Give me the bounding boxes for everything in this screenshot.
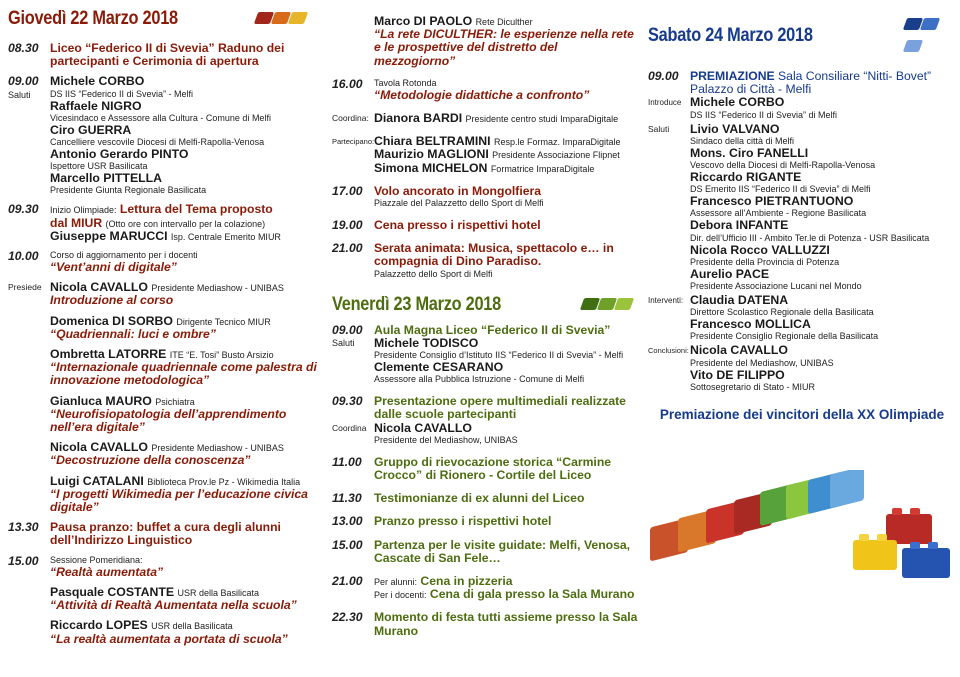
- person-role: Presidente centro studi ImparaDigitale: [465, 114, 619, 125]
- column-saturday: [648, 0, 956, 422]
- person-role: USR della Basilicata: [151, 621, 233, 632]
- person-role: Assessore all’Ambiente - Regione Basilicata: [690, 208, 867, 219]
- schedule-entry: [332, 395, 642, 421]
- person-name: Michele CORBO: [690, 95, 785, 110]
- entry-title: “Vent’anni di digitale”: [50, 260, 177, 275]
- entry-text: Aula Magna Liceo “Federico II di Svevia”: [374, 322, 611, 337]
- talk-title: “Neurofisiopatologia dell’apprendimento nell’era digitale”: [50, 406, 287, 435]
- row-body: [688, 344, 956, 392]
- entry-text: Presentazione opere multimediali realizzate dalle scuole partecipanti: [374, 394, 626, 422]
- person-role: Presidente Consiglio Regionale della Basilicata: [690, 331, 879, 342]
- row-label: Presiede: [8, 282, 42, 293]
- participants-row: [332, 135, 642, 175]
- schedule-entry: [332, 515, 642, 528]
- person-role: Presidente Mediashow - UNIBAS: [151, 443, 284, 454]
- greetings-list: [50, 75, 323, 196]
- row-body: [688, 294, 956, 342]
- row-label: Interventi:: [648, 296, 684, 306]
- talk-title: “La realtà aumentata a portata di scuola”: [50, 631, 288, 646]
- entry-text: Cena in pizzeria: [420, 574, 513, 589]
- entry-text: Pranzo presso i rispettivi hotel: [374, 514, 552, 529]
- person-name: Francesco MOLLICA: [690, 317, 811, 332]
- schedule-entry: [332, 219, 642, 232]
- person-role: Direttore Scolastico Regionale della Basilicata: [690, 307, 874, 318]
- talk-title: Introduzione al corso: [50, 293, 174, 308]
- talk-title: “I progetti Wikimedia per l’educazione civica digitale”: [50, 486, 308, 515]
- row-body: [374, 422, 642, 446]
- person-name: Simona MICHELON: [374, 160, 488, 175]
- person-role: Presidente Associazione Lucani nel Mondo: [690, 281, 862, 292]
- entry-text: Volo ancorato in Mongolfiera: [374, 183, 542, 198]
- entry-prefix: Corso di aggiornamento per i docenti: [50, 250, 198, 261]
- row-body: [374, 135, 642, 175]
- person-role: Presidente del Mediashow, UNIBAS: [690, 357, 834, 368]
- speaker: [374, 15, 642, 68]
- person-role: Isp. Centrale Emerito MIUR: [170, 231, 281, 242]
- brick-row-icon: [650, 470, 864, 562]
- person-name: Maurizio MAGLIONI: [374, 147, 489, 162]
- entry-body: [690, 70, 956, 96]
- entry-time: 09.00: [8, 74, 39, 89]
- person-role: Biblioteca Prov.le Pz - Wikimedia Italia: [147, 476, 301, 487]
- person-role: DS Emerito IIS “Federico II di Svevia” di Melfi: [690, 184, 871, 195]
- entry-body: [374, 395, 642, 421]
- entry-body: [374, 324, 642, 386]
- schedule-entry: [332, 611, 642, 637]
- person-name: Vito DE FILIPPO: [690, 367, 785, 382]
- entry-title: PREMIAZIONE: [690, 69, 775, 83]
- person-role: Presidente Associazione Flipnet: [492, 150, 620, 161]
- chair-row: [8, 281, 323, 307]
- final-award-heading: Premiazione dei vincitori della XX Olimpiade: [659, 406, 945, 422]
- entry-body: [374, 242, 642, 279]
- entry-text: dal MIUR: [50, 215, 103, 230]
- entry-time: 09.30: [8, 202, 39, 217]
- person-name: Pasquale COSTANTE: [50, 584, 175, 599]
- person-role: Presidente del Mediashow, UNIBAS: [374, 434, 518, 445]
- row-body: [50, 281, 323, 307]
- person-role: Ispettore USR Basilicata: [50, 161, 148, 172]
- thursday-title: Giovedì 22 Marzo 2018: [8, 8, 178, 29]
- person-role: DS IIS “Federico II di Svevia” di Melfi: [690, 109, 838, 120]
- person-name: Domenica DI SORBO: [50, 313, 173, 328]
- person-name: Nicola Rocco VALLUZZI: [690, 242, 830, 257]
- entry-time: 15.00: [332, 537, 363, 552]
- thursday-header: [8, 8, 323, 30]
- entry-text: Liceo “Federico II di Svevia” Raduno dei partecipanti e Cerimonia di apertura: [50, 41, 285, 69]
- person-role: USR della Basilicata: [177, 587, 260, 598]
- schedule-entry: [332, 324, 642, 386]
- person-name: Debora INFANTE: [690, 218, 789, 233]
- person-name: Dianora BARDI: [374, 111, 463, 126]
- row-label: Coordina: [332, 422, 367, 433]
- person-role: Vicesindaco e Assessore alla Cultura - Comune di Melfi: [50, 112, 271, 123]
- entry-time-block: [332, 324, 374, 386]
- talk-title: “La rete DICULTHER: le esperienze nella rete e le prospettive del distretto del mezzogiorno”: [374, 27, 634, 68]
- entry-text: Pausa pranzo: buffet a cura degli alunni dell’Indirizzo Linguistico: [50, 520, 281, 548]
- entry-time: 19.00: [332, 218, 363, 233]
- entry-time: 10.00: [8, 249, 39, 264]
- row-label: Saluti: [648, 123, 670, 134]
- lego-bricks-illustration: [648, 470, 954, 600]
- person-name: Ciro GUERRA: [50, 122, 132, 137]
- entry-time: 13.00: [332, 514, 363, 529]
- conclusions-row: [648, 344, 956, 392]
- person-name: Aurelio PACE: [690, 266, 770, 281]
- person-role: Sindaco della città di Melfi: [690, 135, 795, 146]
- entry-time: 22.30: [332, 610, 363, 625]
- friday-title: Venerdì 23 Marzo 2018: [332, 293, 501, 315]
- entry-time: 09.00: [648, 69, 679, 83]
- person-role: DS IIS “Federico II di Svevia” - Melfi: [50, 88, 194, 99]
- entry-title: “Realtà aumentata”: [50, 564, 164, 579]
- coord-row: [332, 112, 642, 125]
- person-name: Nicola CAVALLO: [50, 280, 148, 295]
- person-name: Michele CORBO: [50, 74, 145, 89]
- entry-text: Gruppo di rievocazione storica “Carmine Crocco” di Rionero - Cortile del Liceo: [374, 454, 612, 483]
- entry-time: 09.00: [332, 322, 363, 337]
- entry-body: [50, 203, 323, 243]
- entry-time: 11.30: [332, 491, 362, 506]
- schedule-entry: [332, 185, 642, 209]
- person-name: Francesco PIETRANTUONO: [690, 194, 854, 209]
- person-name: Marcello PITTELLA: [50, 171, 163, 186]
- entry-text: Testimonianze di ex alunni del Liceo: [374, 491, 585, 506]
- entry-time: 09.30: [332, 394, 363, 409]
- entry-sub: Palazzetto dello Sport di Melfi: [374, 268, 493, 279]
- talk-title: “Attività di Realtà Aumentata nella scuola”: [50, 598, 297, 613]
- entry-text: Palazzo di Città - Melfi: [690, 82, 812, 97]
- speaker: [50, 586, 323, 612]
- person-name: Claudia DATENA: [690, 293, 789, 308]
- row-body: [688, 96, 956, 120]
- intro-row: [648, 96, 956, 120]
- column-middle: [332, 0, 642, 638]
- speakers-list: [50, 315, 323, 515]
- speaker: [50, 475, 323, 515]
- person-role: Vescovo della Diocesi di Melfi-Rapolla-Venosa: [690, 160, 876, 171]
- person-name: Raffaele NIGRO: [50, 98, 142, 113]
- entry-text: Cena di gala presso la Sala Murano: [429, 587, 635, 602]
- entry-text: Cena presso i rispettivi hotel: [374, 218, 541, 233]
- column-thursday: [8, 0, 323, 646]
- entry-text: Momento di festa tutti assieme presso la Sala Murano: [374, 610, 638, 638]
- entry-time: 15.00: [8, 553, 39, 568]
- schedule-entry: [8, 42, 323, 68]
- person-role: Cancelliere vescovile Diocesi di Melfi-Rapolla-Venosa: [50, 137, 265, 148]
- entry-sub: Piazzale del Palazzetto dello Sport di Melfi: [374, 198, 544, 209]
- speaker: [50, 395, 323, 435]
- person-name: Livio VALVANO: [690, 121, 780, 136]
- bricks-icon: [582, 294, 633, 316]
- person-name: Riccardo RIGANTE: [690, 170, 802, 185]
- entry-time-block: [332, 395, 374, 421]
- entry-prefix: Tavola Rotonda: [374, 77, 437, 88]
- schedule-entry: [332, 78, 642, 102]
- entry-time: 21.00: [332, 574, 363, 589]
- entry-time: 16.00: [332, 76, 363, 91]
- saturday-header: [648, 14, 956, 58]
- bricks-icon: [256, 8, 307, 30]
- person-name: Giuseppe MARUCCI: [50, 228, 168, 243]
- talk-title: “Decostruzione della conoscenza”: [50, 453, 251, 468]
- entry-note: (Otto ore con intervallo per la colazione): [105, 218, 266, 229]
- person-name: Ombretta LATORRE: [50, 347, 167, 362]
- person-name: Michele TODISCO: [374, 335, 479, 350]
- greetings-row: [648, 123, 956, 292]
- entry-tag: Saluti: [332, 337, 355, 348]
- row-label: Conclusioni:: [648, 346, 689, 356]
- person-role: Sottosegretario di Stato - MIUR: [690, 381, 816, 392]
- person-name: Marco DI PAOLO: [374, 14, 473, 28]
- schedule-entry: [332, 492, 642, 505]
- person-role: ITE “E. Tosi” Busto Arsizio: [169, 350, 274, 361]
- person-role: Presidente Giunta Regionale Basilicata: [50, 185, 207, 196]
- person-name: Gianluca MAURO: [50, 393, 152, 408]
- entry-time: 17.00: [332, 183, 363, 198]
- entry-time-block: [8, 75, 50, 196]
- person-name: Nicola CAVALLO: [690, 343, 788, 358]
- entry-body: [50, 250, 323, 274]
- person-role: Dir. dell’Ufficio III - Ambito Ter.le di Potenza - USR Basilicata: [690, 232, 930, 243]
- coord-row: [332, 422, 642, 446]
- entry-body: [50, 555, 323, 646]
- entry-body: [374, 78, 642, 102]
- row-label: Introduce: [648, 98, 682, 108]
- person-name: Nicola CAVALLO: [374, 420, 472, 435]
- row-label: Partecipano:: [332, 137, 375, 147]
- talk-title: “Quadriennali: luci e ombre”: [50, 326, 216, 341]
- entry-time: 21.00: [332, 241, 363, 256]
- speaker: [50, 441, 323, 467]
- entry-time: 11.00: [332, 454, 362, 469]
- entry-text: Partenza per le visite guidate: Melfi, Venosa, Cascate di San Fele…: [374, 537, 631, 565]
- entry-title: “Metodologie didattiche a confronto”: [374, 87, 590, 102]
- interventions-row: [648, 294, 956, 342]
- person-role: Presidente Consiglio d’Istituto IIS “Federico II di Svevia” - Melfi: [374, 350, 624, 361]
- speaker: [50, 348, 323, 388]
- schedule-entry: [8, 555, 323, 646]
- person-name: Nicola CAVALLO: [50, 440, 148, 455]
- friday-header: [332, 294, 642, 316]
- entry-text: Lettura del Tema proposto: [119, 202, 273, 217]
- saturday-title: Sabato 24 Marzo 2018: [648, 25, 813, 46]
- person-role: Psichiatra: [155, 396, 195, 407]
- entry-time: 13.30: [8, 520, 39, 535]
- schedule-entry: [8, 203, 323, 243]
- person-name: Luigi CATALANI: [50, 473, 144, 488]
- brick-stack-icon: [853, 508, 950, 578]
- entry-time: 08.30: [8, 41, 39, 55]
- speaker: [50, 619, 323, 645]
- speaker: [50, 315, 323, 341]
- row-body: [374, 112, 642, 125]
- entry-prefix: Per alunni:: [374, 577, 418, 588]
- schedule-entry: [332, 242, 642, 279]
- schedule-entry: [648, 70, 956, 96]
- entry-prefix: Per i docenti:: [374, 590, 427, 601]
- person-name: Chiara BELTRAMINI: [374, 134, 491, 149]
- schedule-entry: [8, 250, 323, 274]
- schedule-entry: [8, 521, 323, 547]
- person-name: Mons. Ciro FANELLI: [690, 145, 809, 160]
- entry-body: [374, 575, 642, 601]
- row-label: Coordina:: [332, 113, 369, 124]
- entry-text: Sala Consiliare “Nitti- Bovet”: [778, 69, 932, 83]
- schedule-entry: [332, 539, 642, 565]
- entry-prefix: Inizio Olimpiade:: [50, 205, 117, 216]
- schedule-entry: [332, 575, 642, 601]
- person-role: Presidente Mediashow - UNIBAS: [151, 283, 284, 294]
- schedule-entry: [8, 75, 323, 196]
- talk-title: “Internazionale quadriennale come palestra di innovazione metodologica”: [50, 360, 317, 388]
- person-role: Formatrice ImparaDigitale: [490, 163, 595, 174]
- entry-body: [374, 185, 642, 209]
- person-name: Clemente CESARANO: [374, 360, 504, 375]
- row-body: [688, 123, 956, 292]
- entry-prefix: Sessione Pomeridiana:: [50, 554, 143, 565]
- entry-tag: Saluti: [8, 89, 31, 100]
- person-name: Antonio Gerardo PINTO: [50, 147, 189, 162]
- person-role: Presidente della Provincia di Potenza: [690, 256, 840, 267]
- person-name: Riccardo LOPES: [50, 618, 148, 633]
- person-role: Dirigente Tecnico MIUR: [176, 316, 271, 327]
- person-role: Assessore alla Pubblica Istruzione - Comune di Melfi: [374, 374, 585, 385]
- person-role: Rete Diculther: [475, 17, 533, 27]
- schedule-entry: [332, 456, 642, 482]
- bricks-icon: [905, 14, 956, 58]
- person-role: Resp.le Formaz. ImparaDigitale: [494, 137, 621, 148]
- entry-text: Serata animata: Musica, spettacolo e… in compagnia di Dino Paradiso.: [374, 241, 614, 269]
